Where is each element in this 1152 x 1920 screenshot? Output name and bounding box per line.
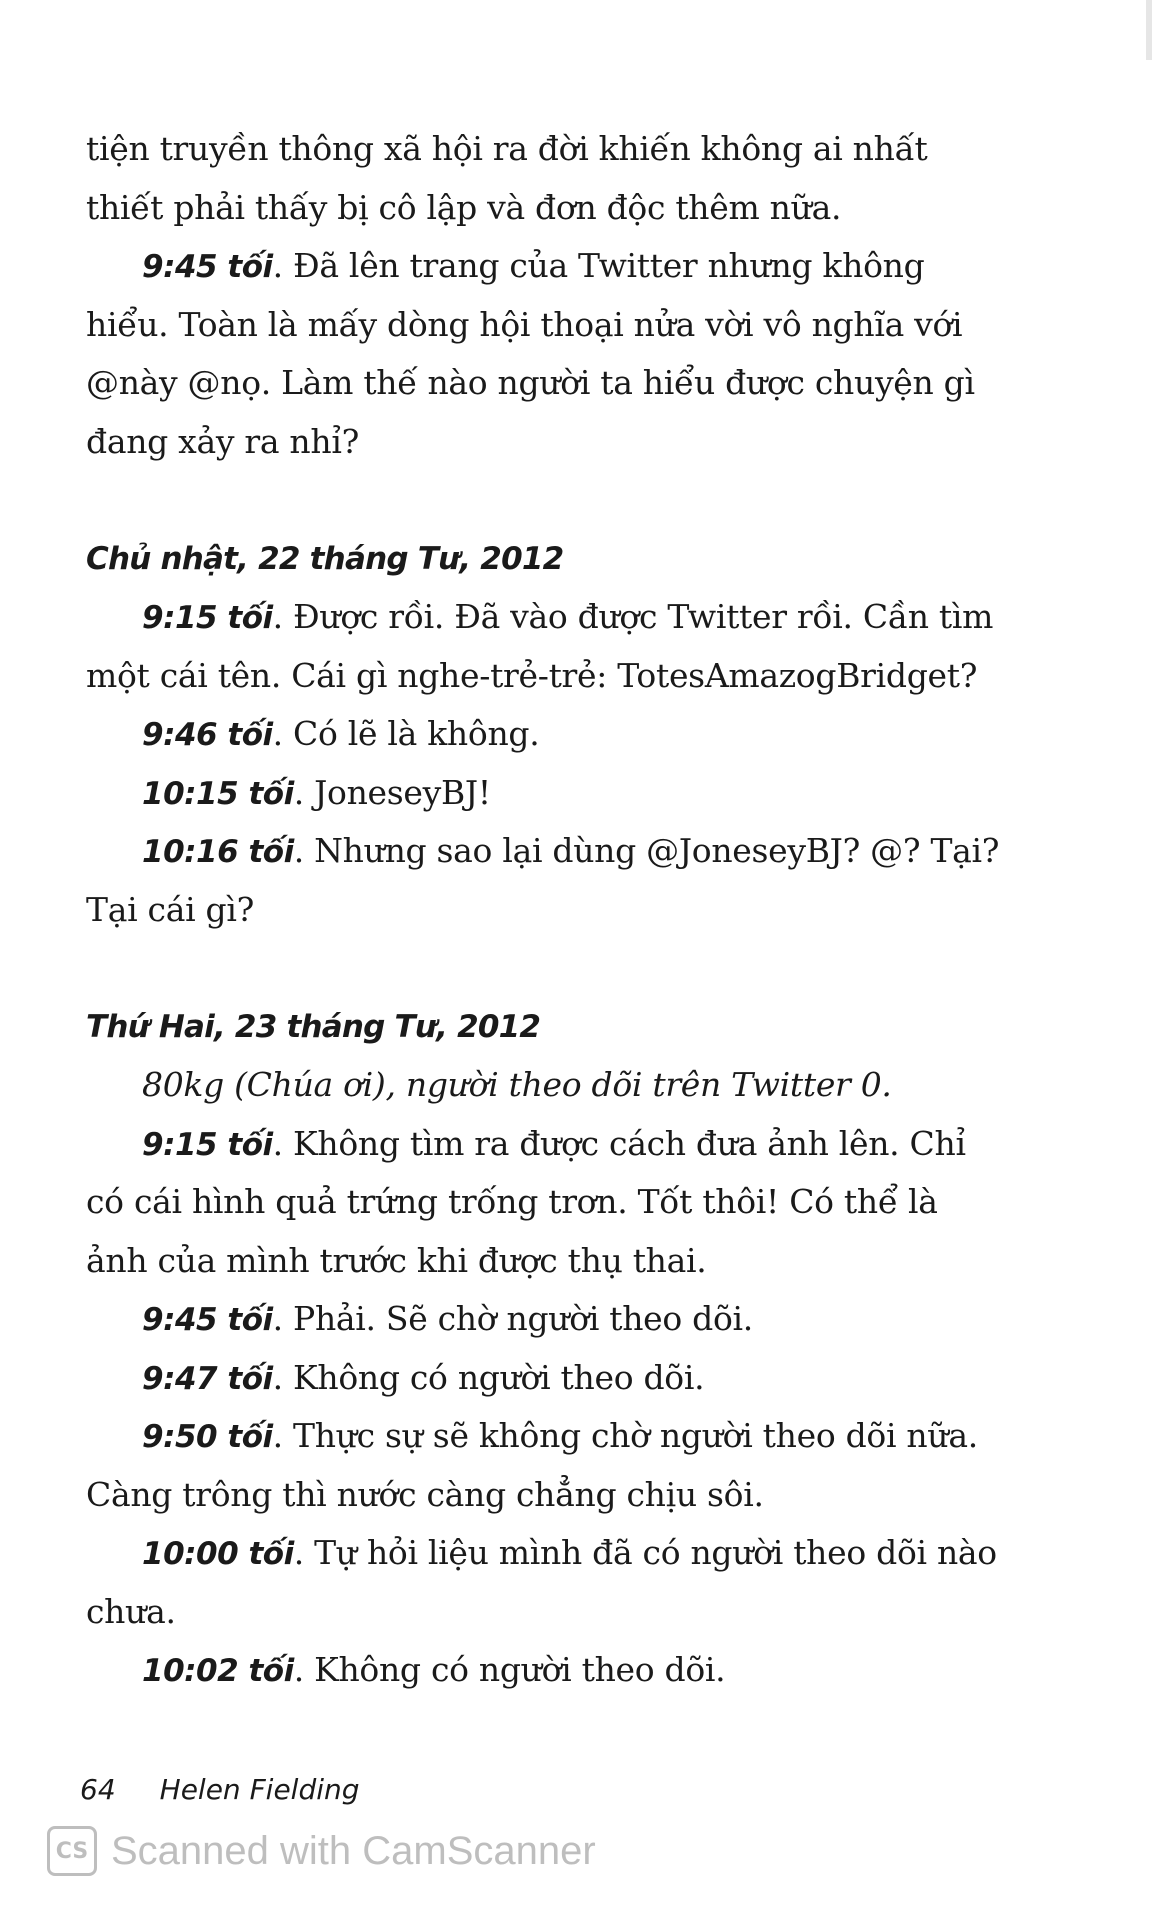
timestamp: 9:15 tối xyxy=(142,600,273,636)
diary-entry: 9:46 tối. Có lẽ là không. xyxy=(142,714,540,753)
diary-entry: 10:00 tối. Tự hỏi liệu mình đã có người theo dõi nào xyxy=(142,1533,997,1572)
diary-entry: 10:16 tối. Nhưng sao lại dùng @JoneseyBJ? @? Tại? xyxy=(142,831,1000,870)
text-line: @này @nọ. Làm thế nào người ta hiểu được chuyện gì xyxy=(86,363,975,402)
diary-entry: 9:15 tối. Được rồi. Đã vào được Twitter rồi. Cần tìm xyxy=(142,597,994,636)
diary-entry: 10:02 tối. Không có người theo dõi. xyxy=(142,1650,726,1689)
camscanner-logo-icon: CS xyxy=(47,1826,97,1876)
timestamp: 9:15 tối xyxy=(142,1126,273,1163)
text-line: ảnh của mình trước khi được thụ thai. xyxy=(86,1240,707,1280)
diary-entry: 9:50 tối. Thực sự sẽ không chờ người theo dõi nữa. xyxy=(142,1416,978,1455)
text-line: hiểu. Toàn là mấy dòng hội thoại nửa vời vô nghĩa với xyxy=(86,304,963,344)
diary-entry: 10:15 tối. JoneseyBJ! xyxy=(142,772,491,812)
timestamp: 9:46 tối xyxy=(142,717,273,753)
watermark-text: Scanned with CamScanner xyxy=(111,1828,596,1873)
body-text xyxy=(86,120,1016,1700)
diary-entry: 9:47 tối. Không có người theo dõi. xyxy=(142,1357,705,1397)
page-number: 64 xyxy=(80,1773,116,1806)
stats-line: 80kg (Chúa ơi), người theo dõi trên Twitter 0. xyxy=(142,1065,892,1104)
page-edge-mark xyxy=(1146,0,1152,60)
timestamp: 10:16 tối xyxy=(142,834,294,870)
text-line: chưa. xyxy=(86,1591,176,1631)
timestamp: 10:15 tối xyxy=(142,775,294,812)
timestamp: 10:00 tối xyxy=(142,1536,294,1572)
timestamp: 9:50 tối xyxy=(142,1419,273,1455)
timestamp: 9:47 tối xyxy=(142,1360,273,1397)
text-line: đang xảy ra nhỉ? xyxy=(86,421,359,461)
text-line: thiết phải thấy bị cô lập và đơn độc thêm nữa. xyxy=(86,187,842,227)
date-heading: Thứ Hai, 23 tháng Tư, 2012 xyxy=(86,1008,541,1045)
diary-entry: 9:15 tối. Không tìm ra được cách đưa ảnh lên. Chỉ xyxy=(142,1123,966,1163)
section-gap xyxy=(86,939,1016,998)
diary-entry: 9:45 tối. Phải. Sẽ chờ người theo dõi. xyxy=(142,1299,754,1338)
page-footer xyxy=(80,1773,360,1806)
date-heading: Chủ nhật, 22 tháng Tư, 2012 xyxy=(86,540,564,577)
diary-entry: 9:45 tối. Đã lên trang của Twitter nhưng không xyxy=(142,246,925,285)
text-line: Càng trông thì nước càng chẳng chịu sôi. xyxy=(86,1474,764,1514)
section-gap xyxy=(86,471,1016,530)
timestamp: 10:02 tối xyxy=(142,1653,294,1689)
author-name: Helen Fielding xyxy=(159,1773,360,1806)
scanner-watermark xyxy=(47,1826,596,1876)
text-line: có cái hình quả trứng trống trơn. Tốt thôi! Có thể là xyxy=(86,1182,938,1221)
text-line: một cái tên. Cái gì nghe-trẻ-trẻ: TotesAmazogBridget? xyxy=(86,655,978,695)
text-line: Tại cái gì? xyxy=(86,889,255,929)
timestamp: 9:45 tối xyxy=(142,249,273,285)
text-line: tiện truyền thông xã hội ra đời khiến không ai nhất xyxy=(86,129,928,168)
timestamp: 9:45 tối xyxy=(142,1302,273,1338)
